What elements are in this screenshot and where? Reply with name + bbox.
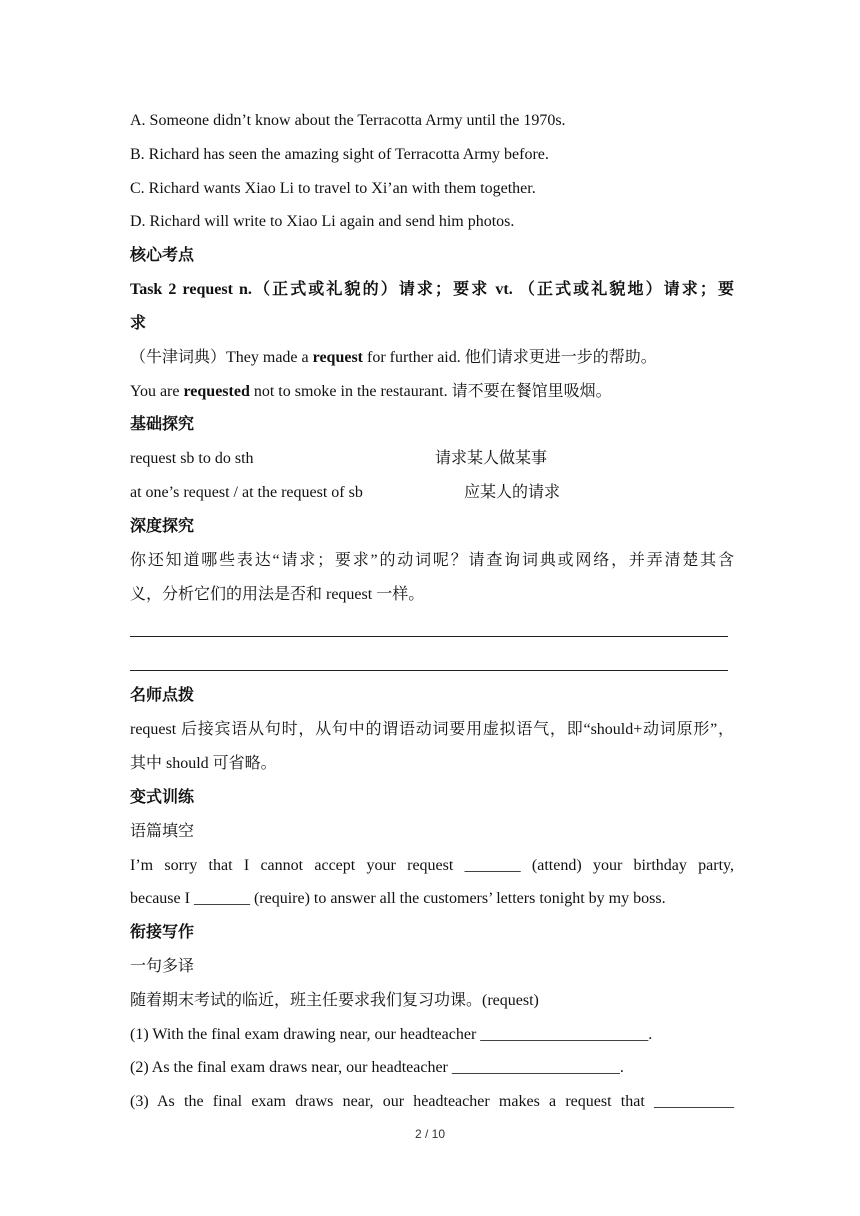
option-a: A. Someone didn’t know about the Terracotta Army until the 1970s. [130,112,566,129]
example-sentence-1 [130,347,734,369]
option-d: D. Richard will write to Xiao Li again and send him photos. [130,213,515,230]
phrase-1-en: request sb to do sth [130,450,254,467]
example-2-keyword: requested [183,383,250,400]
tip-heading: 名师点拨 [130,687,195,704]
page-number: 2 / 10 [414,1127,446,1141]
basic-heading: 基础探究 [130,416,195,433]
example-1-keyword: request [312,349,364,366]
phrase-2-zh: 应某人的请求 [464,484,561,501]
answer-line-2[interactable] [130,670,728,671]
example-sentence-2 [130,381,734,403]
task-title-line1: Task 2 request n.（正式或礼貌的）请求；要求 vt. （正式或礼貌地）请求；要 [130,281,734,298]
tip-line1: request 后接宾语从句时，从句中的谓语动词要用虚拟语气，即“should+动词原形”， [130,721,734,738]
writing-subheading: 一句多译 [130,958,195,975]
deep-line1: 你还知道哪些表达“请求；要求”的动词呢？请查询词典或网络，并弄清楚其含 [130,552,734,569]
writing-heading: 衔接写作 [130,924,195,941]
example-1-pre: （牛津词典）They made a [130,349,313,366]
deep-heading: 深度探究 [130,518,195,535]
variant-heading: 变式训练 [130,789,195,806]
example-2-pre: You are [130,383,184,400]
variant-line1: I’m sorry that I cannot accept your request _______ (attend) your birthday party, [130,857,734,874]
phrase-2-en: at one’s request / at the request of sb [130,484,363,501]
example-1-post: for further aid. 他们请求更进一步的帮助。 [363,349,657,366]
translation-2: (2) As the final exam draws near, our headteacher _____________________. [130,1059,624,1076]
variant-line2: because I _______ (require) to answer all the customers’ letters tonight by my boss. [130,890,666,907]
option-b: B. Richard has seen the amazing sight of Terracotta Army before. [130,146,549,163]
example-2-post: not to smoke in the restaurant. 请不要在餐馆里吸烟。 [249,383,612,400]
tip-line2: 其中 should 可省略。 [130,755,277,772]
translation-3: (3) As the final exam draws near, our headteacher makes a request that __________ [130,1093,734,1110]
option-c: C. Richard wants Xiao Li to travel to Xi’an with them together. [130,180,536,197]
translation-1: (1) With the final exam drawing near, our headteacher _____________________. [130,1026,653,1043]
task-title-line2: 求 [130,315,147,332]
variant-subheading: 语篇填空 [130,823,195,840]
phrase-1-zh: 请求某人做某事 [435,450,548,467]
writing-prompt: 随着期末考试的临近，班主任要求我们复习功课。(request) [130,992,539,1009]
core-heading: 核心考点 [130,247,195,264]
answer-line-1[interactable] [130,636,728,637]
deep-line2: 义，分析它们的用法是否和 request 一样。 [130,586,425,603]
